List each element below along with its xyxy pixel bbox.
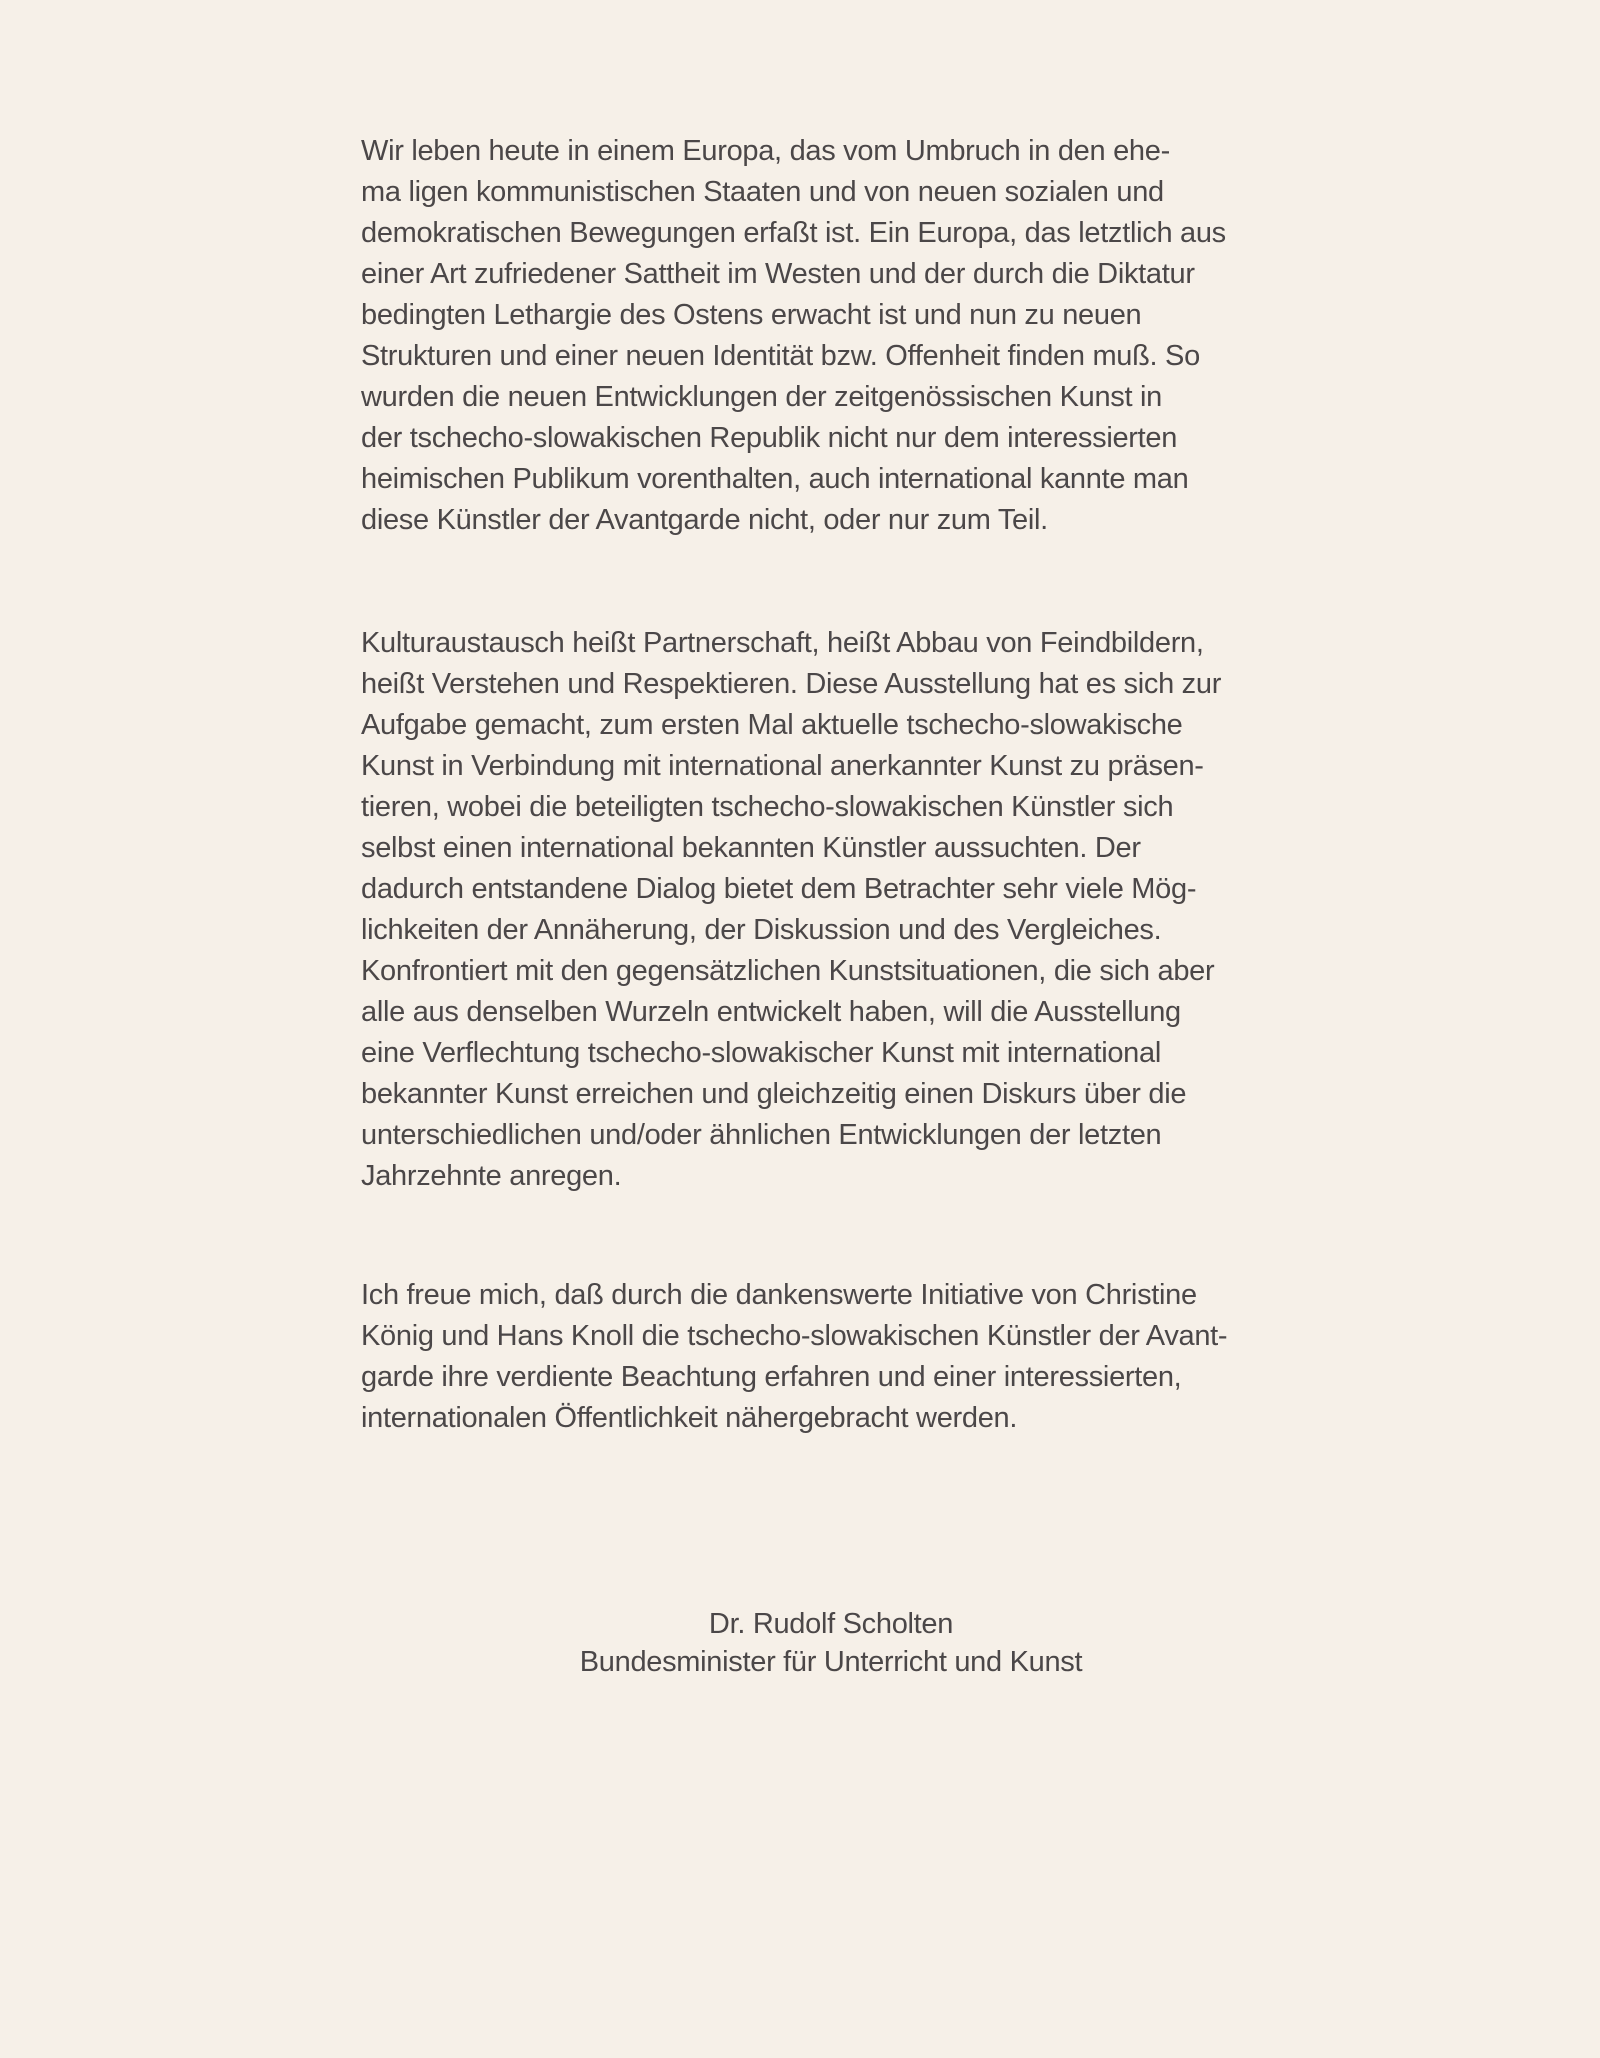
text-line: Aufgabe gemacht, zum ersten Mal aktuelle tschecho-slowakische [361,709,1183,741]
text-line: Kunst in Verbindung mit international anerkannter Kunst zu präsen- [361,750,1204,782]
text-line: tieren, wobei die beteiligten tschecho-slowakischen Künstler sich [361,791,1174,823]
text-line: König und Hans Knoll die tschecho-slowakischen Künstler der Avant- [361,1320,1228,1352]
text-line: lichkeiten der Annäherung, der Diskussion und des Vergleiches. [361,914,1162,946]
text-line: ma ligen kommunistischen Staaten und von neuen sozialen und [361,176,1164,208]
text-line: Strukturen und einer neuen Identität bzw. Offenheit finden muß. So [361,340,1200,372]
text-line: unterschiedlichen und/oder ähnlichen Entwicklungen der letzten [361,1119,1162,1151]
text-line: selbst einen international bekannten Künstler aussuchten. Der [361,832,1141,864]
text-line: einer Art zufriedener Sattheit im Westen und der durch die Diktatur [361,258,1195,290]
text-line: Ich freue mich, daß durch die dankenswerte Initiative von Christine [361,1279,1197,1311]
signature-name: Dr. Rudolf Scholten [708,1608,954,1640]
text-line: Wir leben heute in einem Europa, das vom Umbruch in den ehe- [361,135,1170,167]
text-line: Konfrontiert mit den gegensätzlichen Kunstsituationen, die sich aber [361,955,1215,987]
text-line: diese Künstler der Avantgarde nicht, oder nur zum Teil. [361,504,1048,536]
text-line: bedingten Lethargie des Ostens erwacht ist und nun zu neuen [361,299,1142,331]
text-line: der tschecho-slowakischen Republik nicht nur dem interessierten [361,422,1178,454]
text-line: wurden die neuen Entwicklungen der zeitgenössischen Kunst in [361,381,1162,413]
paragraph-1 [361,131,1226,541]
text-line: Kulturaustausch heißt Partnerschaft, heißt Abbau von Feindbildern, [361,627,1204,659]
text-line: demokratischen Bewegungen erfaßt ist. Ein Europa, das letztlich aus [361,217,1226,249]
paragraph-2 [361,623,1221,1197]
text-line: eine Verflechtung tschecho-slowakischer Kunst mit international [361,1037,1161,1069]
text-line: dadurch entstandene Dialog bietet dem Betrachter sehr viele Mög- [361,873,1197,905]
text-line: heimischen Publikum vorenthalten, auch international kannte man [361,463,1189,495]
text-line: Jahrzehnte anregen. [361,1160,622,1192]
text-line: heißt Verstehen und Respektieren. Diese Ausstellung hat es sich zur [361,668,1222,700]
signature-title: Bundesminister für Unterricht und Kunst [579,1646,1083,1678]
text-line: bekannter Kunst erreichen und gleichzeitig einen Diskurs über die [361,1078,1187,1110]
text-line: internationalen Öffentlichkeit nähergebracht werden. [361,1402,1018,1434]
text-line: garde ihre verdiente Beachtung erfahren und einer interessierten, [361,1361,1182,1393]
paragraph-3 [361,1275,1227,1439]
text-line: alle aus denselben Wurzeln entwickelt haben, will die Ausstellung [361,996,1181,1028]
